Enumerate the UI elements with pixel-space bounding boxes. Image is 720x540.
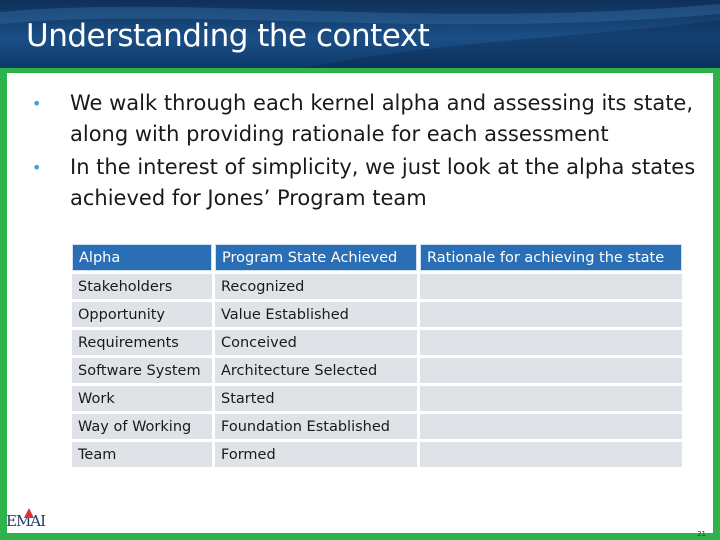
bullet-dot-icon: • (32, 94, 42, 113)
cell-state: Recognized (215, 274, 417, 299)
cell-alpha: Way of Working (72, 414, 212, 439)
table-row (72, 302, 682, 327)
cell-alpha: Team (72, 442, 212, 467)
table-row (72, 274, 682, 299)
table-row (72, 386, 682, 411)
cell-rationale (420, 442, 682, 467)
cell-state: Value Established (215, 302, 417, 327)
cell-alpha: Stakeholders (72, 274, 212, 299)
table-row (72, 442, 682, 467)
cell-alpha: Work (72, 386, 212, 411)
table-header-row (72, 244, 682, 271)
bullet-text: We walk through each kernel alpha and assessing its state, along with providing rationale for each assessment (70, 91, 694, 146)
cell-rationale (420, 358, 682, 383)
column-header-rationale: Rationale for achieving the state (420, 244, 682, 271)
cell-alpha: Opportunity (72, 302, 212, 327)
cell-rationale (420, 386, 682, 411)
table-row (72, 414, 682, 439)
bullet-text: In the interest of simplicity, we just look at the alpha states achieved for Jones’ Program team (70, 155, 696, 210)
table-row (72, 358, 682, 383)
title-bar (0, 0, 720, 68)
cell-alpha: Software System (72, 358, 212, 383)
bullet-item (22, 88, 702, 150)
bullet-list (22, 88, 702, 216)
slide-title: Understanding the context (26, 18, 430, 54)
bullet-item (22, 152, 702, 214)
logo-text: EMAI (6, 512, 46, 530)
bullet-dot-icon: • (32, 158, 42, 177)
cell-state: Architecture Selected (215, 358, 417, 383)
page-number: 21 (697, 530, 706, 538)
cell-rationale (420, 330, 682, 355)
alpha-states-table (69, 241, 685, 470)
cell-state: Formed (215, 442, 417, 467)
cell-state: Foundation Established (215, 414, 417, 439)
logo-mark-icon (24, 508, 34, 518)
cell-rationale (420, 414, 682, 439)
cell-rationale (420, 302, 682, 327)
emai-logo (6, 512, 48, 536)
cell-rationale (420, 274, 682, 299)
table-row (72, 330, 682, 355)
cell-state: Conceived (215, 330, 417, 355)
column-header-state: Program State Achieved (215, 244, 417, 271)
cell-state: Started (215, 386, 417, 411)
column-header-alpha: Alpha (72, 244, 212, 271)
cell-alpha: Requirements (72, 330, 212, 355)
